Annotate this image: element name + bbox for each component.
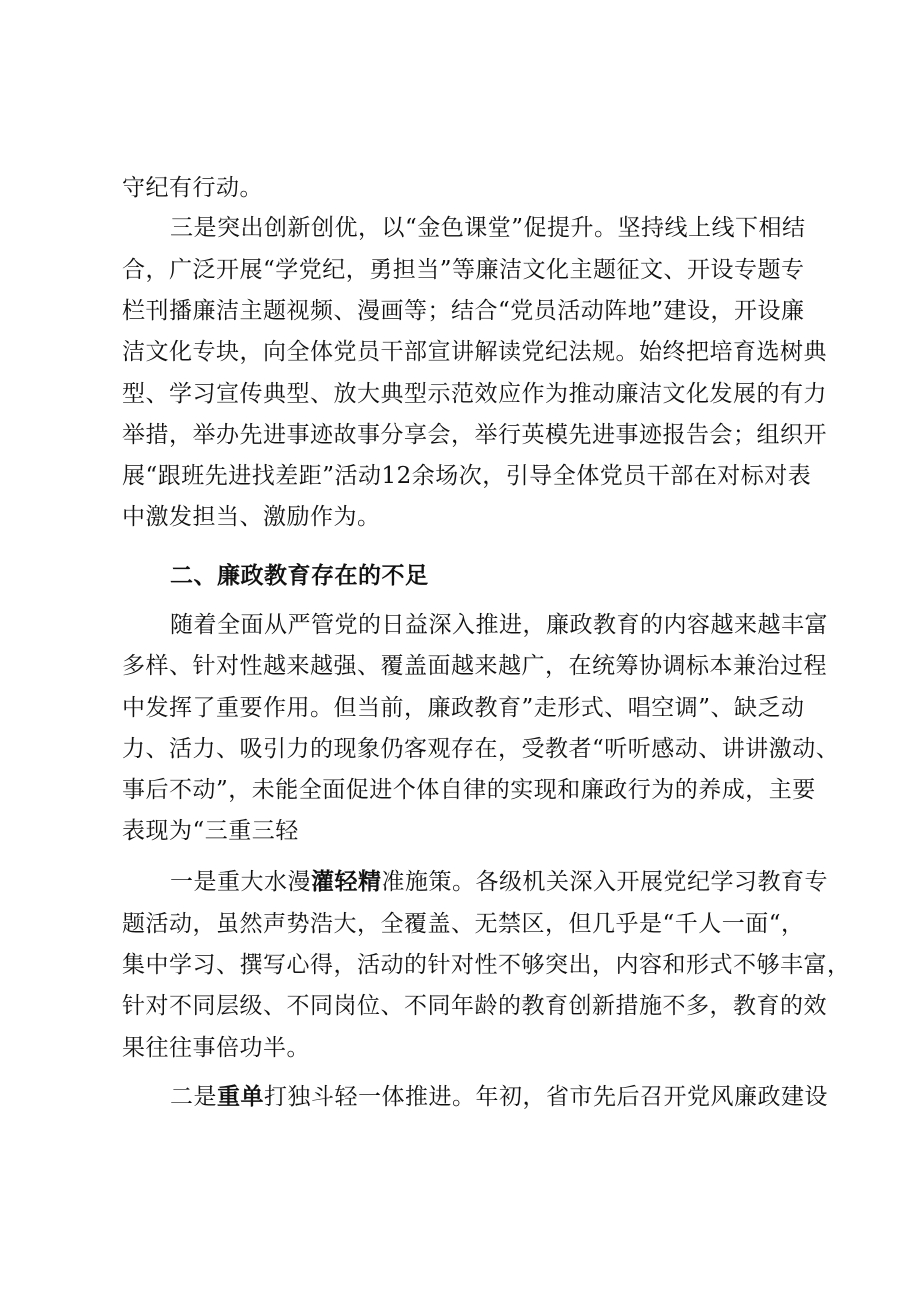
paragraph-line: 洁文化专块，向全体党员干部宣讲解读党纪法规。始终把培育选树典: [122, 339, 827, 365]
paragraph-line: 型、学习宣传典型、放大典型示范效应作为推动廉洁文化发展的有力: [122, 381, 827, 407]
bold-text-run: 灌轻精: [311, 868, 382, 895]
section-heading: 二、廉政教育存在的不足: [170, 563, 429, 589]
bold-text-run: 重单: [217, 1083, 264, 1110]
paragraph-line: 展“跟班先进找差距”活动12余场次，引导全体党员干部在对标对表: [122, 463, 812, 489]
paragraph-line: 合，广泛开展“学党纪，勇担当”等廉洁文化主题征文、开设专题专: [122, 257, 805, 283]
paragraph-line: 三是突出创新创优，以“金色课堂”促提升。坚持线上线下相结: [170, 215, 806, 241]
paragraph-line: 中发挥了重要作用。但当前，廉政教育”走形式、唱空调”、缺乏动: [122, 695, 805, 721]
text-run: 二是: [170, 1084, 217, 1110]
paragraph-line: 力、活力、吸引力的现象仍客观存在，受教者“听听感动、讲讲激动、: [122, 736, 840, 762]
paragraph-line: 多样、针对性越来越强、覆盖面越来越广，在统筹协调标本兼治过程: [122, 653, 827, 679]
paragraph-line: 针对不同层级、不同岗位、不同年龄的教育创新措施不多，教育的效: [122, 993, 827, 1019]
paragraph-line: 随着全面从严管党的日益深入推进，廉政教育的内容越来越丰富: [170, 612, 828, 638]
text-run: 一是重大水漫: [170, 869, 311, 895]
paragraph-line: 题活动，虽然声势浩大，全覆盖、无禁区，但几乎是“千人一面“，: [122, 911, 805, 937]
paragraph-line: 守纪有行动。: [122, 175, 263, 201]
paragraph-line: 举措，举办先进事迹故事分享会，举行英模先进事迹报告会；组织开: [122, 422, 827, 448]
text-run: 准施策。各级机关深入开展党纪学习教育专: [381, 869, 828, 895]
paragraph-line: 栏刊播廉洁主题视频、漫画等；结合“党员活动阵地”建设，开设廉: [122, 298, 805, 324]
text-run: 打独斗轻一体推进。年初，省市先后召开党风廉政建设: [264, 1084, 828, 1110]
paragraph-line: 集中学习、撰写心得，活动的针对性不够突出，内容和形式不够丰富，: [122, 952, 851, 978]
paragraph-line: [170, 1077, 828, 1117]
paragraph-line: [170, 862, 828, 902]
paragraph-line: 表现为“三重三轻: [122, 818, 299, 844]
paragraph-line: 中激发担当、激励作为。: [122, 504, 381, 530]
paragraph-line: 事后不动”，未能全面促进个体自律的实现和廉政行为的养成，主要: [122, 777, 816, 803]
paragraph-line: 果往往事倍功半。: [122, 1035, 310, 1061]
